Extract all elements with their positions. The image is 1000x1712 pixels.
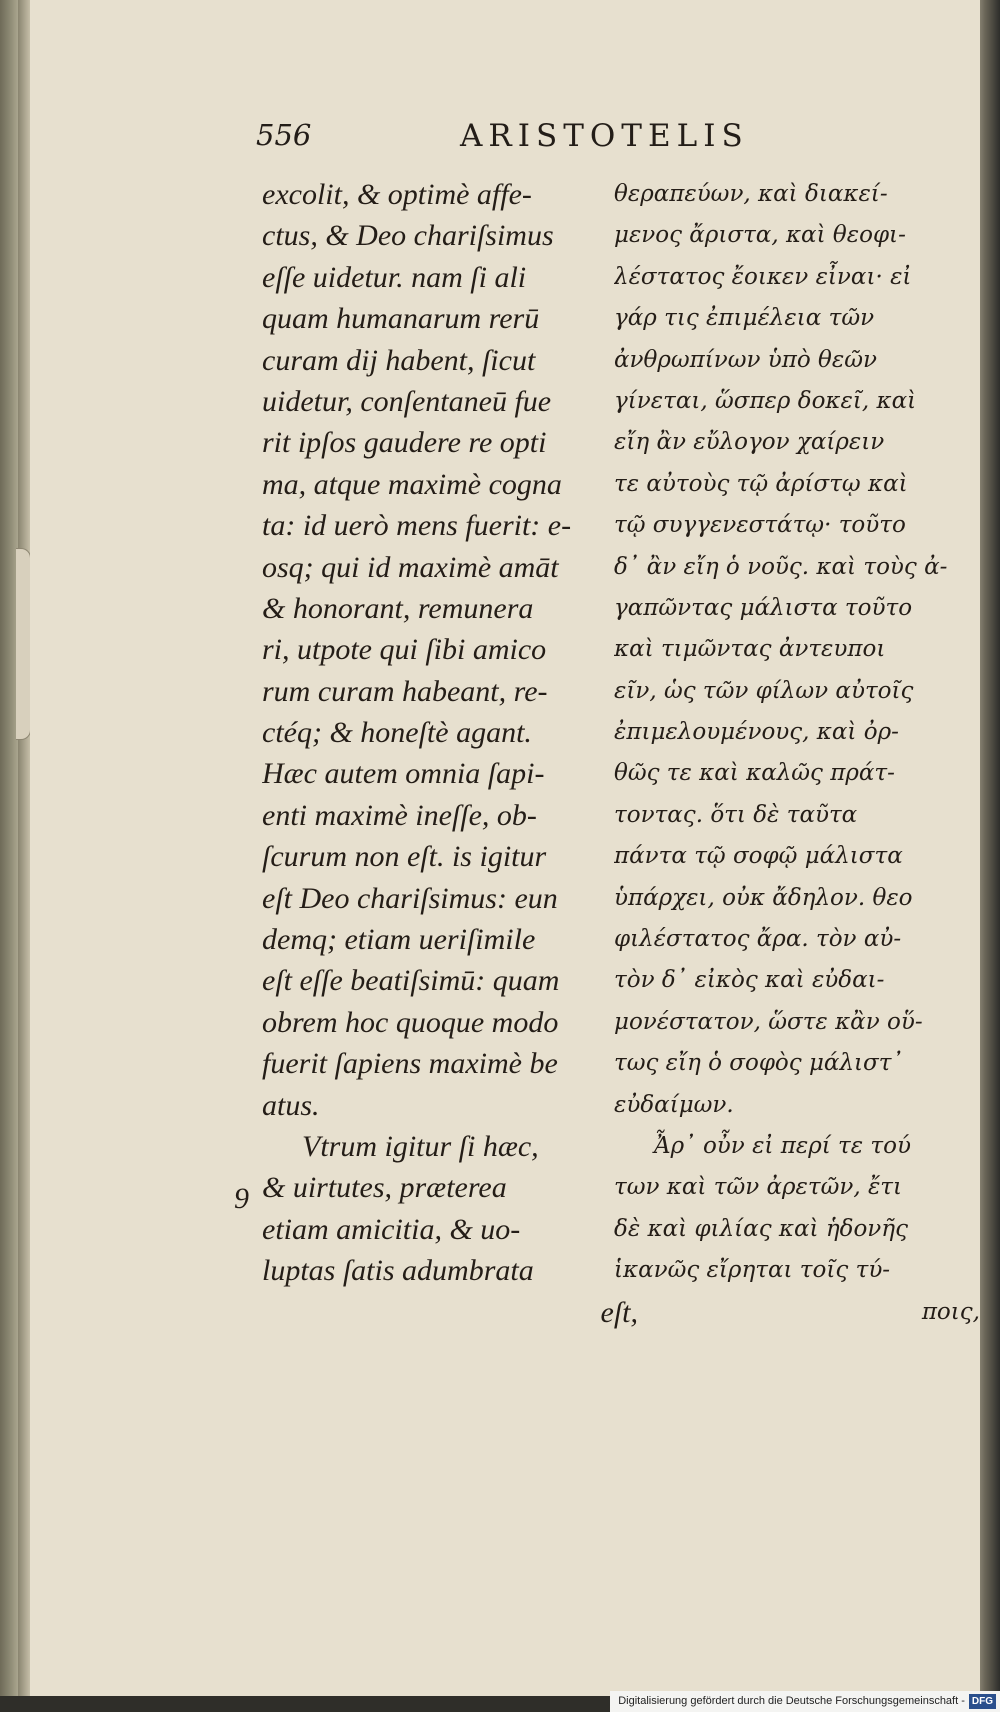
latin-line: uidetur, conſentaneū fue	[262, 384, 552, 418]
greek-line: τὸν δ᾽ εἰκὸς καὶ εὐδαι-	[614, 967, 885, 994]
greek-line: τῷ συγγενεστάτῳ· τοῦτο	[614, 512, 906, 539]
latin-line: rit ipſos gaudere re opti	[262, 426, 547, 460]
latin-line: quam humanarum rerū	[262, 302, 540, 336]
greek-line: καὶ τιμῶντας ἀντευποι	[614, 636, 886, 663]
latin-line: curam dij habent, ſicut	[262, 343, 536, 377]
greek-line: Ἆρ᾽ οὖν εἰ περί τε τού	[654, 1132, 911, 1159]
page-tab-clip	[16, 548, 31, 740]
greek-line: τε αὐτοὺς τῷ ἀρίστῳ καὶ	[614, 470, 908, 497]
greek-line: εὐδαίμων.	[614, 1091, 734, 1118]
latin-line: ri, utpote qui ſibi amico	[262, 633, 547, 667]
dfg-logo: DFG	[969, 1694, 996, 1709]
latin-line: etiam amicitia, & uo-	[262, 1212, 521, 1246]
latin-line: ctus, & Deo chariſsimus	[262, 219, 554, 253]
greek-line: τοντας. ὅτι δὲ ταῦτα	[614, 801, 858, 828]
scan-bottom-margin	[0, 1696, 610, 1712]
latin-line: rum curam habeant, re-	[262, 674, 548, 708]
latin-line: & uirtutes, præterea	[262, 1171, 507, 1205]
greek-column	[614, 174, 980, 1333]
latin-line: ctéq; & honeſtè agant.	[262, 716, 532, 750]
latin-line: eſſe uidetur. nam ſi ali	[262, 260, 527, 294]
latin-line: atus.	[262, 1088, 320, 1122]
latin-line: osq; qui id maximè amāt	[262, 550, 559, 584]
latin-line: eſt,	[600, 1295, 638, 1329]
latin-line: excolit, & optimè affe-	[262, 178, 532, 211]
latin-line: eſt Deo chariſsimus: eun	[262, 881, 558, 915]
book-page	[30, 0, 980, 1696]
greek-line: των καὶ τῶν ἀρετῶν, ἔτι	[614, 1174, 903, 1201]
latin-line: demq; etiam ueriſimile	[262, 923, 536, 957]
page-header	[30, 118, 980, 168]
latin-line: eſt eſſe beatiſsimū: quam	[262, 964, 560, 998]
latin-line: luptas ſatis adumbrata	[262, 1254, 534, 1288]
greek-line: γίνεται, ὥσπερ δοκεῖ, καὶ	[614, 387, 917, 414]
greek-line: ἐπιμελουμένους, καὶ ὀρ-	[614, 719, 899, 746]
latin-line: & honorant, remunera	[262, 591, 534, 625]
latin-line: Vtrum igitur ſi hæc,	[302, 1129, 539, 1163]
latin-column	[262, 174, 638, 1333]
latin-line: fuerit ſapiens maximè be	[262, 1047, 558, 1081]
greek-line: ἀνθρωπίνων ὑπὸ θεῶν	[614, 346, 877, 373]
greek-line: εῖν, ὡς τῶν φίλων αὐτοῖς	[614, 677, 914, 704]
running-title: ARISTOTELIS	[460, 118, 749, 154]
page-number: 556	[256, 118, 312, 152]
greek-line: εἴη ἂν εὔλογον χαίρειν	[614, 429, 885, 456]
latin-line: obrem hoc quoque modo	[262, 1005, 559, 1039]
greek-line: γαπῶντας μάλιστα τοῦτο	[614, 594, 913, 621]
greek-line: δὲ καὶ φιλίας καὶ ἡδονῆς	[614, 1215, 908, 1242]
greek-line: τως εἴη ὁ σοφὸς μάλιστ᾽	[614, 1050, 903, 1077]
greek-line: ποις,	[921, 1298, 980, 1325]
digitization-footer	[610, 1691, 1000, 1712]
greek-line: ὑπάρχει, οὐκ ἄδηλον. θεο	[614, 884, 913, 911]
greek-line: γάρ τις ἐπιμέλεια τῶν	[614, 305, 875, 332]
footer-text: Digitalisierung gefördert durch die Deutsche Forschungsgemeinschaft -	[618, 1695, 965, 1707]
greek-line: μονέστατον, ὥστε κἂν οὕ-	[614, 1008, 923, 1035]
greek-line: πάντα τῷ σοφῷ μάλιστα	[614, 843, 903, 870]
greek-line: θεραπεύων, καὶ διακεί-	[614, 181, 888, 207]
greek-line: φιλέστατος ἄρα. τὸν αὐ-	[614, 926, 902, 953]
greek-line: λέστατος ἔοικεν εἶναι· εἰ	[614, 263, 912, 290]
greek-line: θῶς τε καὶ καλῶς πράτ-	[614, 760, 895, 787]
latin-line: enti maximè ineſſe, ob-	[262, 798, 537, 832]
greek-line: ἱκανῶς εἴρηται τοῖς τύ-	[614, 1257, 891, 1284]
latin-line: Hæc autem omnia ſapi-	[262, 757, 545, 791]
latin-line: ta: id uerò mens fuerit: e-	[262, 509, 572, 543]
latin-line: ſcurum non eſt. is igitur	[262, 840, 547, 874]
section-number: 9	[234, 1182, 249, 1215]
greek-line: δ᾽ ἂν εἴη ὁ νοῦς. καὶ τοὺς ἀ-	[614, 553, 948, 580]
latin-line: ma, atque maximè cogna	[262, 467, 562, 501]
greek-line: μενος ἄριστα, καὶ θεοφι-	[614, 222, 906, 249]
